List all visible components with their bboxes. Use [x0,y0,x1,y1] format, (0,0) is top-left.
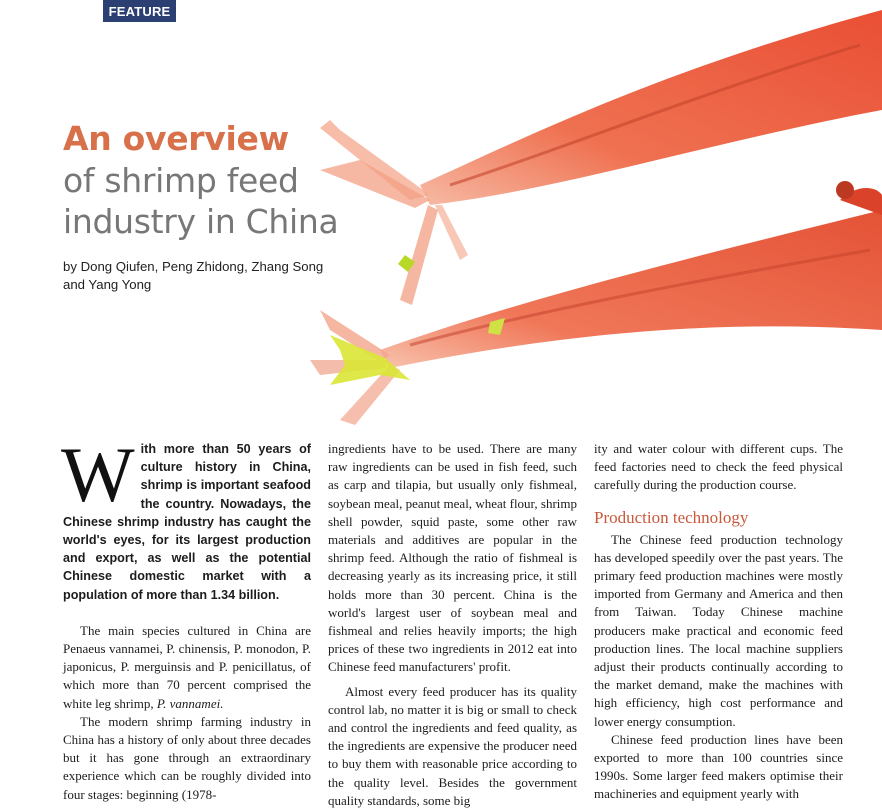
lead-paragraph [61,431,311,604]
paragraph-physical-check: ity and water colour with different cups. The feed factories need to check the feed physical carefully during the production course. [594,441,843,493]
paragraph-quality-control: Almost every feed producer has its quality control lab, no matter it is big or small to check and control the ingredients and feed quality, as the ingredients are expensive the producer need to buy them with reasonable price according to the quality level. Besides the government quality standards, some big [328,683,577,808]
byline-line-2: and Yang Yong [63,277,152,292]
paragraph-ingredients: ingredients have to be used. There are many raw ingredients can be used in fish feed, such as carp and tilapia, but usually only fishmeal, soybean meal, peanut meal, wheat flour, shrimp shell powder, squid paste, some other raw materials and additives are popular in the shrimp feed. Although the ratio of fishmeal is decreasing yearly as its increasing price, it still holds more than 30 percent. China is the world's largest user of soybean meal and fishmeal and relies heavily imports; the high prices of these two ingredients in 2012 eat into Chinese feed manufacturers' profit. [328,441,577,675]
paragraph-species-text: The main species cultured in China are Penaeus vannamei, P. chinensis, P. monodon, P. japonicus, P. merguinsis and P. penicillatus, of which more than 70 percent comprised the white leg shrimp, [63,622,311,711]
species-name: P. vannamei. [156,695,224,711]
column-2 [328,440,577,810]
paragraph-history: The modern shrimp farming industry in China has a history of only about three decades but it has gone through an extraordinary experience which can be roughly divided into four stages: beginning (1978- [63,713,311,802]
lead-text: ith more than 50 years of culture history in China, shrimp is important seafood the country. Nowadays, the Chinese shrimp industry has caught the world's eyes, for its largest production and export, as well as the potential Chinese domestic market with a population of more than 1.34 billion. [63,442,311,602]
column-1 [61,431,311,804]
drop-cap: W [61,431,135,518]
byline [63,258,343,294]
paragraph-export: Chinese feed production lines have been exported to more than 100 countries since 1990s. Some larger feed makers optimise their machineries and equipment yearly with [594,731,843,802]
title-line-2: of shrimp feed [63,161,299,200]
shrimp-photo [300,0,882,440]
column-3 [594,440,843,804]
article-title [63,118,363,242]
title-line-1: An overview [63,119,289,158]
section-heading: Production technology [594,507,749,527]
paragraph-production-tech: The Chinese feed production technology has developed speedily over the past years. The primary feed production machines were mostly imported from Germany and America and then from Taiwan. Today Chinese machine producers make practical and economic feed production lines. The local machine suppliers adjust their products continually according to the market demand, make the machines with high efficiency, high cost performance and lower energy consumption. [594,531,843,729]
title-line-3: industry in China [63,202,339,241]
byline-line-1: by Dong Qiufen, Peng Zhidong, Zhang Song [63,259,324,274]
paragraph-species [63,622,311,713]
section-tab: FEATURE [103,0,176,22]
